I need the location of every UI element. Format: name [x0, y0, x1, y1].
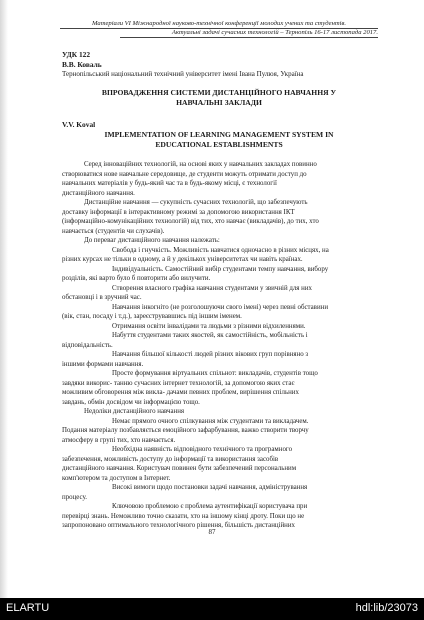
- body-line: навчальних матеріалів у будь-який час та в будь-якому місці, є технології: [62, 180, 277, 187]
- author-en: V.V. Koval: [62, 120, 96, 129]
- title-ua-line1: ВПРОВАДЖЕННЯ СИСТЕМИ ДИСТАНЦІЙНОГО НАВЧАННЯ У: [101, 88, 337, 97]
- body-line: перевірці знань. Неможливо точно сказати, хто на іншому кінці дроту. Поки що не: [62, 512, 305, 520]
- body-line: Просте формування віртуальних спільнот: викладачів, студентів тощо: [112, 370, 318, 377]
- body-line: завдань, обмін досвідом чи інформацією тощо.: [62, 398, 200, 406]
- body-line: Навчання більшої кількості людей різних вікових груп порівняно з: [112, 351, 309, 358]
- body-line: Подання матеріалу позбавляється емоційного зафарбування, важко створити творчу: [62, 427, 309, 434]
- body-line: Серед інноваційних технологій, на основі яких у навчальних закладах повинно: [84, 161, 317, 168]
- body-line: різних курсах не тільки в одному, а й у декількох університетах чи навіть країнах.: [62, 256, 303, 263]
- body-line: навчається (студентів чи слухачів).: [62, 227, 165, 235]
- body-line: Навчання інкогніто (не розголошуючи свого імені) через певні обставини: [112, 303, 329, 311]
- footer-bar: [0, 598, 424, 620]
- body-line: Створення власного графіка навчання студентами у звичній для них: [112, 284, 313, 292]
- running-header-line1: Матеріали VI Міжнародної науково-технічної конференції молодих учених та студентів.: [92, 20, 346, 27]
- body-line: атмосферу в групі тих, хто навчається.: [62, 436, 176, 444]
- body-line: іншими формами навчання.: [62, 360, 144, 368]
- body-line: До переваг дистанційного навчання належать:: [84, 237, 220, 244]
- body-line: Свобода і гнучкість. Можливість навчатися одночасно в різних місцях, на: [112, 246, 329, 254]
- body-line: Дистанційне навчання — сукупність сучасних технологій, що забезпечують: [84, 199, 308, 206]
- handle-id: hdl:lib/23073: [355, 602, 418, 614]
- body-line: обстановці і в зручний час.: [62, 294, 142, 301]
- body-line: доставку інформації в інтерактивному режимі за допомогою використання ІКТ: [62, 208, 295, 216]
- body-text: [62, 160, 378, 531]
- body-line: (інформаційно-комунікаційних технологій) від тих, хто навчає (викладачів), до тих, хто: [62, 218, 319, 225]
- affiliation: Тернопільський національний технічний університет імені Івана Пулюя, Україна: [62, 70, 304, 78]
- running-header-line2: Актуальні задачі сучасних технологій – Тернопіль 16-17 листопада 2017.: [171, 29, 378, 36]
- body-line: Отримання освіти інвалідами та людьми з різними відхиленнями.: [112, 322, 306, 330]
- body-line: розділів, які варто було б повторити або вилучити.: [62, 275, 211, 282]
- body-line: дистанційного навчання.: [62, 189, 135, 197]
- title-ua-line2: НАВЧАЛЬНІ ЗАКЛАДИ: [176, 98, 262, 107]
- scan-shadow: [0, 0, 8, 598]
- body-line: процесу.: [62, 493, 87, 501]
- body-line: забезпечення, можливість доступу до інформації та використання засобів: [62, 455, 279, 463]
- header-rule-2: [120, 37, 378, 38]
- title-en-line2: EDUCATIONAL ESTABLISHMENTS: [155, 140, 283, 149]
- title-en-line1: IMPLEMENTATION OF LEARNING MANAGEMENT SYSTEM IN: [104, 130, 334, 139]
- page-number: 87: [208, 528, 216, 536]
- udc-code: УДК 122: [62, 50, 91, 59]
- body-line: можливим обговорення між викла- дачами певних проблем, вирішення спільних: [62, 389, 299, 396]
- body-line: Високі вимоги щодо постановки задачі навчання, адміністрування: [112, 484, 308, 491]
- body-line: завдяки викорис- танню сучасних інтернет технологій, за допомогою яких стає: [62, 379, 295, 387]
- repository-name: ELARTU: [6, 602, 50, 614]
- body-line: відповідальність.: [62, 341, 113, 349]
- body-line: створюватися нове навчальне середовище, де студенти можуть отримати доступ до: [62, 170, 307, 178]
- body-line: Немає прямого очного спілкування між студентами та викладачем.: [112, 417, 309, 425]
- body-line: Індивідуальність. Самостійний вибір студентами темпу навчання, вибору: [112, 265, 329, 273]
- body-line: комп'ютером та доступом в Інтернет.: [62, 474, 171, 482]
- body-line: Необхідна наявність відповідного технічного та програмного: [112, 446, 293, 453]
- body-line: дистанційного навчання. Користувач повинен бути забезпечений персональним: [62, 465, 297, 472]
- author-ua: В.В. Коваль: [62, 60, 102, 69]
- body-line: Недоліки дистанційного навчання: [84, 408, 185, 415]
- body-line: Набуття студентами таких якостей, як самостійність, мобільність і: [112, 332, 308, 339]
- body-line: запропоновано оптимального технологічного рішення, більшість дистанційних: [62, 522, 295, 529]
- body-line: (вік, стан, посаду і т.д.), зареєструвавшись під іншим іменем.: [62, 313, 242, 320]
- body-line: Ключовою проблемою є проблема аутентифікації користувача при: [112, 503, 308, 510]
